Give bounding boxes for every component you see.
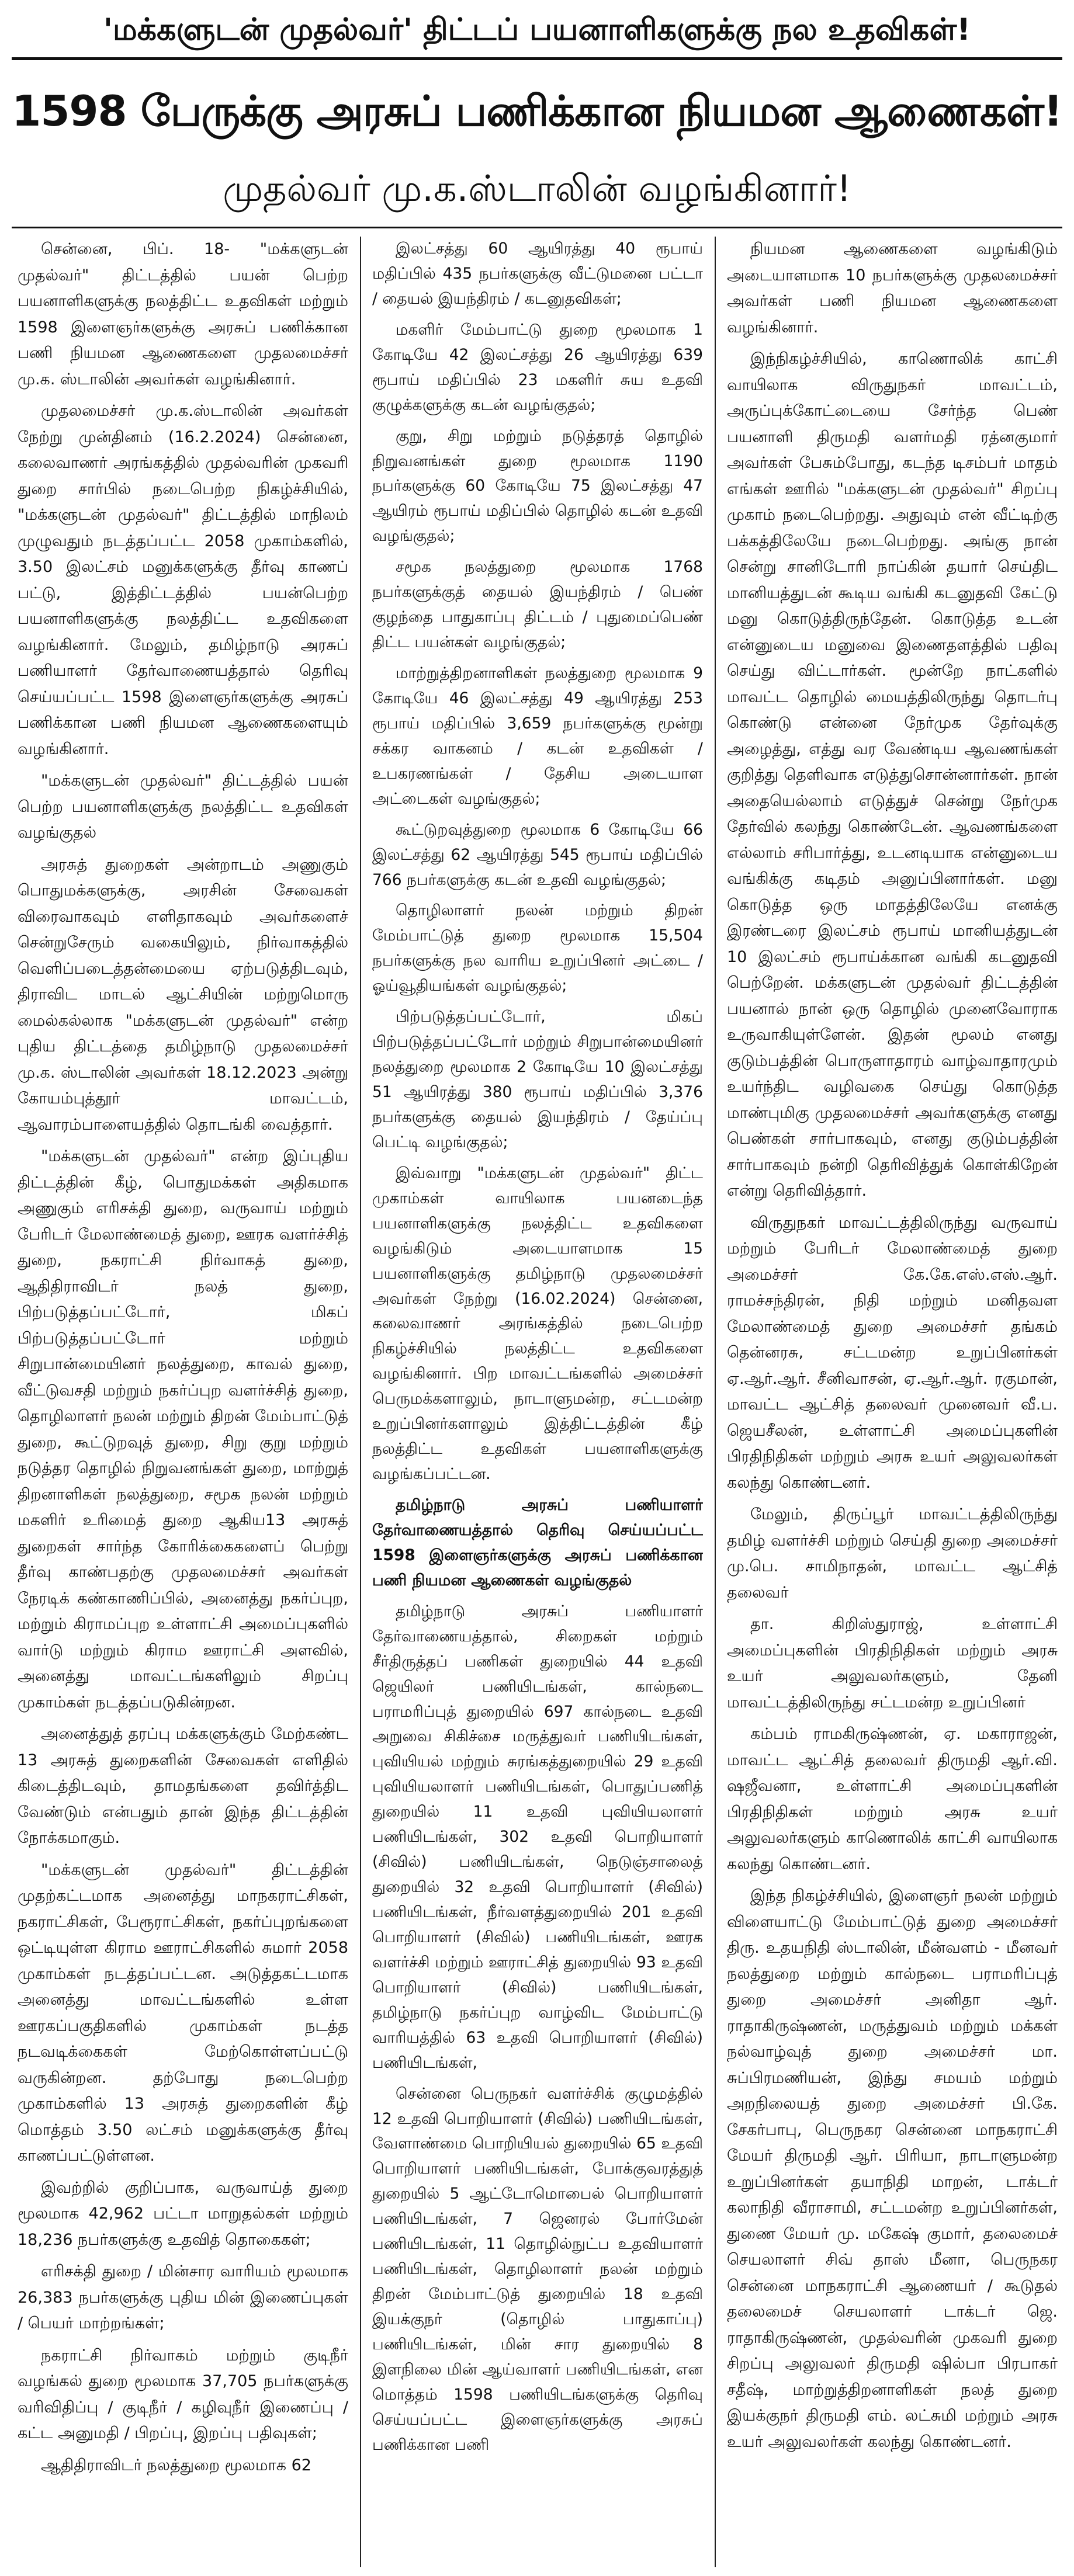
top-divider	[12, 57, 1062, 60]
subheadline: முதல்வர் மு.க.ஸ்டாலின் வழங்கினார்!	[223, 167, 851, 210]
body-paragraph: ஆதிதிராவிடர் நலத்துறை மூலமாக 62	[41, 2456, 311, 2474]
section-heading: தமிழ்நாடு அரசுப் பணியாளர் தேர்வாணையத்தால் தெரிவு செய்யப்பட்ட 1598 இளைஞர்களுக்கு அரசுப் பணிக்கான பணி நியமன ஆணைகள் வழங்குதல்	[372, 1496, 703, 1589]
body-paragraph: இந்த நிகழ்ச்சியில், இளைஞர் நலன் மற்றும் விளையாட்டு மேம்பாட்டுத் துறை அமைச்சர் திரு. உதயநிதி ஸ்டாலின், மீன்வளம் - மீனவர் நலத்துறை மற்றும் கால்நடை பராமரிப்புத் துறை அமைச்சர் அனிதா ஆர். ராதாகிருஷ்ணன், மருத்துவம் மற்றும் மக்கள் நல்வாழ்வுத் துறை அமைச்சர் மா. சுப்பிரமணியன், இந்து சமயம் மற்றும் அறநிலையத் துறை அமைச்சர் பி.கே. சேகர்பாபு, பெருநகர சென்னை மாநகராட்சி மேயர் திருமதி ஆர். பிரியா, நாடாளுமன்ற உறுப்பினர்கள் தயாநிதி மாறன், டாக்டர் கலாநிதி வீராசாமி, சட்டமன்ற உறுப்பினர்கள், துணை மேயர் மு. மகேஷ் குமார், தலைமைச் செயலாளர் சிவ் தாஸ் மீனா, பெருநகர சென்னை மாநகராட்சி ஆணையர் / கூடுதல் தலைமைச் செயலாளர் டாக்டர் ஜெ. ராதாகிருஷ்ணன், முதல்வரின் முகவரி துறை சிறப்பு அலுவலர் திருமதி ஷில்பா பிரபாகர் சதீஷ், மாற்றுத்திறனாளிகள் நலத் துறை இயக்குநர் திருமதி எம். லட்சுமி மற்றும் அரசு உயர் அலுவலர்கள் கலந்து கொண்டனர்.	[727, 1887, 1058, 2451]
body-paragraph: சமூக நலத்துறை மூலமாக 1768 நபர்களுக்குத் தையல் இயந்திரம் / பெண் குழந்தை பாதுகாப்பு திட்டம் / புதுமைப்பெண் திட்ட பயன்கள் வழங்குதல்;	[372, 558, 703, 652]
body-paragraph: நகராட்சி நிர்வாகம் மற்றும் குடிநீர் வழங்கல் துறை மூலமாக 37,705 நபர்களுக்கு வரிவிதிப்பு / குடிநீர் / கழிவுநீர் இணைப்பு / கட்ட அனுமதி / பிறப்பு, இறப்பு பதிவுகள்;	[18, 2346, 348, 2442]
body-paragraph: மேலும், திருப்பூர் மாவட்டத்திலிருந்து தமிழ் வளர்ச்சி மற்றும் செய்தி துறை அமைச்சர் மு.பெ. சாமிநாதன், மாவட்ட ஆட்சித் தலைவர்	[727, 1505, 1058, 1602]
column-divider	[360, 237, 361, 2567]
body-paragraph: அரசுத் துறைகள் அன்றாடம் அணுகும் பொதுமக்களுக்கு, அரசின் சேவைகள் விரைவாகவும் எளிதாகவும் அவர்களைச் சென்றுசேரும் வகையிலும், நிர்வாகத்தில் வெளிப்படைத்தன்மையை ஏற்படுத்திடவும், திராவிட மாடல் ஆட்சியின் மற்றுமொரு மைல்கல்லாக "மக்களுடன் முதல்வர்" என்ற புதிய திட்டத்தை தமிழ்நாடு முதலமைச்சர் மு.க. ஸ்டாலின் அவர்கள் 18.12.2023 அன்று கோயம்புத்தூர் மாவட்டம், ஆவாரம்பாளையத்தில் தொடங்கி வைத்தார்.	[18, 855, 348, 1134]
body-paragraph: மகளிர் மேம்பாட்டு துறை மூலமாக 1 கோடியே 42 இலட்சத்து 26 ஆயிரத்து 639 ரூபாய் மதிப்பில் 23 மகளிர் சுய உதவி குழுக்களுக்கு கடன் வழங்குதல்;	[372, 320, 703, 414]
article-body	[18, 237, 1058, 2567]
headline: 1598 பேருக்கு அரசுப் பணிக்கான நியமன ஆணைகள்!	[12, 86, 1062, 136]
body-paragraph: இலட்சத்து 60 ஆயிரத்து 40 ரூபாய் மதிப்பில் 435 நபர்களுக்கு வீட்டுமனை பட்டா / தையல் இயந்திரம் / கடனுதவிகள்;	[372, 239, 703, 308]
body-paragraph: "மக்களுடன் முதல்வர்" திட்டத்தின் முதற்கட்டமாக அனைத்து மாநகராட்சிகள், நகராட்சிகள், பேரூராட்சிகள், நகர்ப்புறங்களை ஒட்டியுள்ள கிராம ஊராட்சிகளில் சுமார் 2058 முகாம்கள் நடத்தப்பட்டன. அடுத்தகட்டமாக அனைத்து மாவட்டங்களில் உள்ள ஊரகப்பகுதிகளில் முகாம்கள் நடத்த நடவடிக்கைகள் மேற்கொள்ளப்பட்டு வருகின்றன. தற்போது நடைபெற்ற முகாம்களில் 13 அரசுத் துறைகளின் கீழ் மொத்தம் 3.50 லட்சம் மனுக்களுக்கு தீர்வு காணப்பட்டுள்ளன.	[18, 1860, 348, 2165]
body-paragraph: சென்னை பெருநகர் வளர்ச்சிக் குழுமத்தில் 12 உதவி பொறியாளர் (சிவில்) பணியிடங்கள், வேளாண்மை பொறியியல் துறையில் 65 உதவி பொறியாளர் பணியிடங்கள், போக்குவரத்துத் துறையில் 5 ஆட்டோமொபைல் பொறியாளர் பணியிடங்கள், 7 ஜெனரல் போர்மேன் பணியிடங்கள், 11 தொழில்நுட்ப உதவியாளர் பணியிடங்கள், தொழிலாளர் நலன் மற்றும் திறன் மேம்பாட்டுத் துறையில் 18 உதவி இயக்குநர் (தொழில் பாதுகாப்பு) பணியிடங்கள், மின் சார துறையில் 8 இளநிலை மின் ஆய்வாளர் பணியிடங்கள், என மொத்தம் 1598 பணியிடங்களுக்கு தெரிவு செய்யப்பட்ட இளைஞர்களுக்கு அரசுப் பணிக்கான பணி	[372, 2084, 703, 2454]
column-divider	[715, 237, 716, 2567]
body-paragraph: கம்பம் ராமகிருஷ்ணன், ஏ. மகாராஜன், மாவட்ட ஆட்சித் தலைவர் திருமதி ஆர்.வி. ஷஜீவனா, உள்ளாட்சி அமைப்புகளின் பிரதிநிதிகள் மற்றும் அரசு உயர் அலுவலர்களும் காணொலிக் காட்சி வாயிலாக கலந்து கொண்டனர்.	[727, 1725, 1058, 1873]
body-paragraph: பிற்படுத்தப்பட்டோர், மிகப் பிற்படுத்தப்பட்டோர் மற்றும் சிறுபான்மையினர் நலத்துறை மூலமாக 2 கோடியே 10 இலட்சத்து 51 ஆயிரத்து 380 ரூபாய் மதிப்பில் 3,376 நபர்களுக்கு தையல் இயந்திரம் / தேய்ப்பு பெட்டி வழங்குதல்;	[372, 1008, 703, 1151]
body-paragraph: இவ்வாறு "மக்களுடன் முதல்வர்" திட்ட முகாம்கள் வாயிலாக பயனடைந்த பயனாளிகளுக்கு நலத்திட்ட உதவிகளை வழங்கிடும் அடையாளமாக 15 பயனாளிகளுக்கு தமிழ்நாடு முதலமைச்சர் அவர்கள் நேற்று (16.02.2024) சென்னை, கலைவாணர் அரங்கத்தில் நடைபெற்ற நிகழ்ச்சியில் நலத்திட்ட உதவிகளை வழங்கினார். பிற மாவட்டங்களில் அமைச்சர் பெருமக்களாலும், நாடாளுமன்ற, சட்டமன்ற உறுப்பினர்களாலும் இத்திட்டத்தின் கீழ் நலத்திட்ட உதவிகள் பயனாளிகளுக்கு வழங்கப்பட்டன.	[372, 1164, 703, 1484]
body-paragraph: குறு, சிறு மற்றும் நடுத்தரத் தொழில் நிறுவனங்கள் துறை மூலமாக 1190 நபர்களுக்கு 60 கோடியே 75 இலட்சத்து 47 ஆயிரம் ரூபாய் மதிப்பில் தொழில் கடன் உதவி வழங்குதல்;	[372, 426, 703, 546]
body-paragraph: மாற்றுத்திறனாளிகள் நலத்துறை மூலமாக 9 கோடியே 46 இலட்சத்து 49 ஆயிரத்து 253 ரூபாய் மதிப்பில் 3,659 நபர்களுக்கு மூன்று சக்கர வாகனம் / கடன் உதவிகள் / உபகரணங்கள் / தேசிய அடையாள அட்டைகள் வழங்குதல்;	[372, 664, 703, 808]
body-paragraph: "மக்களுடன் முதல்வர்" என்ற இப்புதிய திட்டத்தின் கீழ், பொதுமக்கள் அதிகமாக அணுகும் எரிசக்தி துறை, வருவாய் மற்றும் பேரிடர் மேலாண்மைத் துறை, ஊரக வளர்ச்சித் துறை, நகராட்சி நிர்வாகத் துறை, ஆதிதிராவிடர் நலத் துறை, பிற்படுத்தப்பட்டோர், மிகப் பிற்படுத்தப்பட்டோர் மற்றும் சிறுபான்மையினர் நலத்துறை, காவல் துறை, வீட்டுவசதி மற்றும் நகர்ப்புற வளர்ச்சித் துறை, தொழிலாளர் நலன் மற்றும் திறன் மேம்பாட்டுத் துறை, கூட்டுறவுத் துறை, சிறு குறு மற்றும் நடுத்தர தொழில் நிறுவனங்கள் துறை, மாற்றுத் திறனாளிகள் நலத்துறை, சமூக நலன் மற்றும் மகளிர் உரிமைத் துறை ஆகிய13 அரசுத் துறைகள் சார்ந்த கோரிக்கைகளைப் பெற்று தீர்வு காண்பதற்கு முதலமைச்சர் அவர்கள் நேரடிக் கண்காணிப்பில், அனைத்து நகர்ப்புற, மற்றும் கிராமப்புற உள்ளாட்சி அமைப்புகளில் வார்டு மற்றும் கிராம ஊராட்சி அளவில், அனைத்து மாவட்டங்களிலும் சிறப்பு முகாம்கள் நடத்தப்படுகின்றன.	[18, 1147, 348, 1711]
column-1	[18, 237, 348, 2567]
header-divider	[12, 227, 1062, 228]
body-paragraph: கூட்டுறவுத்துறை மூலமாக 6 கோடியே 66 இலட்சத்து 62 ஆயிரத்து 545 ரூபாய் மதிப்பில் 766 நபர்களுக்கு கடன் உதவி வழங்குதல்;	[372, 820, 703, 889]
body-paragraph: தா. கிறிஸ்துராஜ், உள்ளாட்சி அமைப்புகளின் பிரதிநிதிகள் மற்றும் அரசு உயர் அலுவலர்களும், தேனி மாவட்டத்திலிருந்து சட்டமன்ற உறுப்பினர்	[727, 1615, 1058, 1711]
body-paragraph: இவற்றில் குறிப்பாக, வருவாய்த் துறை மூலமாக 42,962 பட்டா மாறுதல்கள் மற்றும் 18,236 நபர்களுக்கு உதவித் தொகைகள்;	[18, 2178, 348, 2249]
body-paragraph: சென்னை, பிப். 18- "மக்களுடன் முதல்வர்" திட்டத்தில் பயன் பெற்ற பயனாளிகளுக்கு நலத்திட்ட உதவிகள் மற்றும் 1598 இளைஞர்களுக்கு அரசுப் பணிக்கான பணி நியமன ஆணைகளை முதலமைச்சர் மு.க. ஸ்டாலின் அவர்கள் வழங்கினார்.	[18, 240, 348, 388]
body-paragraph: இந்நிகழ்ச்சியில், காணொலிக் காட்சி வாயிலாக விருதுநகர் மாவட்டம், அருப்புக்கோட்டையை சேர்ந்த பெண் பயனாளி திருமதி வளர்மதி ரத்னகுமார் அவர்கள் பேசும்போது, கடந்த டிசம்பர் மாதம் எங்கள் ஊரில் "மக்களுடன் முதல்வர்" சிறப்பு முகாம் நடைபெற்றது. அதுவும் என் வீட்டிற்கு பக்கத்திலேயே நடைபெற்றது. அங்கு நான் சென்று சானிடோரி நாப்கின் தயார் செய்திட மானியத்துடன் கூடிய வங்கி கடனுதவி கேட்டு மனு கொடுத்திருந்தேன். கொடுத்த உடன் என்னுடைய மனுவை இணைதளத்தில் பதிவு செய்து விட்டார்கள். மூன்றே நாட்களில் மாவட்ட தொழில் மையத்திலிருந்து தொடர்பு கொண்டு என்னை நேர்முக தேர்வுக்கு அழைத்து, எத்து வர வேண்டிய ஆவணங்கள் குறித்து தெளிவாக எடுத்துசொன்னார்கள். நான் அதையெல்லாம் எடுத்துச் சென்று நேர்முக தேர்வில் கலந்து கொண்டேன். ஆவணங்களை எல்லாம் சரிபார்த்து, உடனடியாக என்னுடைய வங்கிக்கு கடிதம் அனுப்பினார்கள். மனு கொடுத்த ஒரு மாதத்திலேயே எனக்கு இரண்டரை இலட்சம் ரூபாய் மானியத்துடன் 10 இலட்சம் ரூபாய்க்கான வங்கி கடனுதவி பெற்றேன். மக்களுடன் முதல்வர் திட்டத்தின் பயனால் நான் ஒரு தொழில் முனைவோராக உருவாகியுள்ளேன். இதன் மூலம் எனது குடும்பத்தின் பொருளாதாரம் வாழ்வாதாரமும் உயர்ந்திட வழிவகை செய்து கொடுத்த மாண்புமிகு முதலமைச்சர் அவர்களுக்கு எனது பெண்கள் சார்பாகவும், எனது குடும்பத்தின் சார்பாகவும் நன்றி தெரிவித்துக் கொள்கிறேன் என்று தெரிவித்தார்.	[727, 350, 1058, 1200]
kicker-line: 'மக்களுடன் முதல்வர்' திட்டப் பயனாளிகளுக்கு நல உதவிகள்!	[103, 12, 971, 47]
body-paragraph: முதலமைச்சர் மு.க.ஸ்டாலின் அவர்கள் நேற்று முன்தினம் (16.2.2024) சென்னை, கலைவாணர் அரங்கத்தில் முதல்வரின் முகவரி துறை சார்பில் நடைபெற்ற நிகழ்ச்சியில், "மக்களுடன் முதல்வர்" திட்டத்தில் மாநிலம் முழுவதும் நடத்தப்பட்ட 2058 முகாம்களில், 3.50 இலட்சம் மனுக்களுக்கு தீர்வு காணப் பட்டு, இத்திட்டத்தில் பயன்பெற்ற பயனாளிகளுக்கு நலத்திட்ட உதவிகளை வழங்கினார். மேலும், தமிழ்நாடு அரசுப் பணியாளர் தேர்வாணையத்தால் தெரிவு செய்யப்பட்ட 1598 இளைஞர்களுக்கு அரசுப் பணிக்கான பணி நியமன ஆணைகளையும் வழங்கினார்.	[18, 402, 348, 758]
body-paragraph: விருதுநகர் மாவட்டத்திலிருந்து வருவாய் மற்றும் பேரிடர் மேலாண்மைத் துறை அமைச்சர் கே.கே.எஸ்.எஸ்.ஆர். ராமச்சந்திரன், நிதி மற்றும் மனிதவள மேலாண்மைத் துறை அமைச்சர் தங்கம் தென்னரசு, சட்டமன்ற உறுப்பினர்கள் ஏ.ஆர்.ஆர். சீனிவாசன், ஏ.ஆர்.ஆர். ரகுமான், மாவட்ட ஆட்சித் தலைவர் முனைவர் வீ.ப. ஜெயசீலன், உள்ளாட்சி அமைப்புகளின் பிரதிநிதிகள் மற்றும் அரசு உயர் அலுவலர்கள் கலந்து கொண்டனர்.	[727, 1213, 1058, 1492]
body-paragraph: தமிழ்நாடு அரசுப் பணியாளர் தேர்வாணையத்தால், சிறைகள் மற்றும் சீர்திருத்தப் பணிகள் துறையில் 44 உதவி ஜெயிலர் பணியிடங்கள், கால்நடை பராமரிப்புத் துறையில் 697 கால்நடை உதவி அறுவை சிகிச்சை மருத்துவர் பணியிடங்கள், புவியியல் மற்றும் சுரங்கத்துறையில் 29 உதவி புவியியலாளர் பணியிடங்கள், பொதுப்பணித் துறையில் 11 உதவி புவியியலாளர் பணியிடங்கள், 302 உதவி பொறியாளர் (சிவில்) பணியிடங்கள், நெடுஞ்சாலைத் துறையில் 32 உதவி பொறியாளர் (சிவில்) பணியிடங்கள், நீர்வளத்துறையில் 201 உதவி பொறியாளர் (சிவில்) பணியிடங்கள், ஊரக வளர்ச்சி மற்றும் ஊராட்சித் துறையில் 93 உதவி பொறியாளர் (சிவில்) பணியிடங்கள், தமிழ்நாடு நகர்ப்புற வாழ்விட மேம்பாட்டு வாரியத்தில் 63 உதவி பொறியாளர் (சிவில்) பணியிடங்கள்,	[372, 1602, 703, 2072]
body-paragraph: தொழிலாளர் நலன் மற்றும் திறன் மேம்பாட்டுத் துறை மூலமாக 15,504 நபர்களுக்கு நல வாரிய உறுப்பினர் அட்டை / ஓய்வூதியங்கள் வழங்குதல்;	[372, 901, 703, 995]
body-paragraph: அனைத்துத் தரப்பு மக்களுக்கும் மேற்கண்ட 13 அரசுத் துறைகளின் சேவைகள் எளிதில் கிடைத்திடவும், தாமதங்களை தவிர்த்திட வேண்டும் என்பதும் தான் இந்த திட்டத்தின் நோக்கமாகும்.	[18, 1725, 348, 1847]
body-paragraph: "மக்களுடன் முதல்வர்" திட்டத்தில் பயன் பெற்ற பயனாளிகளுக்கு நலத்திட்ட உதவிகள் வழங்குதல்	[18, 772, 348, 842]
body-paragraph: நியமன ஆணைகளை வழங்கிடும் அடையாளமாக 10 நபர்களுக்கு முதலமைச்சர் அவர்கள் பணி நியமன ஆணைகளை வழங்கினார்.	[727, 240, 1058, 336]
column-3	[727, 237, 1058, 2567]
body-paragraph: எரிசக்தி துறை / மின்சார வாரியம் மூலமாக 26,383 நபர்களுக்கு புதிய மின் இணைப்புகள் / பெயர் மாற்றங்கள்;	[18, 2262, 348, 2332]
column-2	[372, 237, 703, 2567]
